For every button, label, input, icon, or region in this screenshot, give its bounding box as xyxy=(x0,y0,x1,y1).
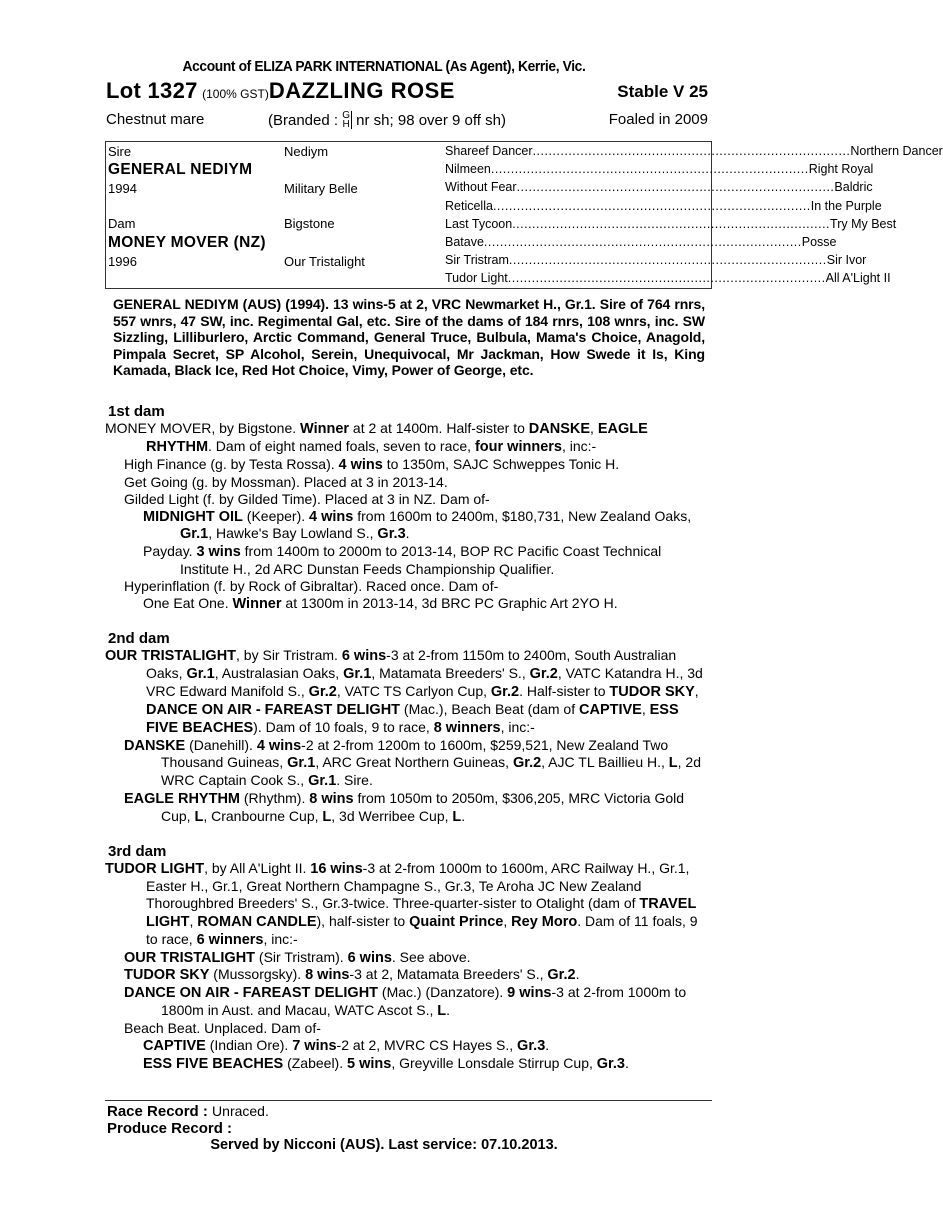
bold-text: four winners xyxy=(474,438,562,455)
text: -3 at 2-from 1000m to 1600m, ARC Railway H., Gr.1, Easter H., Gr.1, Great Northern Champagne S., Gr.3, Te Aroha JC New Zealand Thoroughbred Breeders' S., Gr.3-twice. Three-quarter-sister to Otalight (dam of xyxy=(146,860,690,911)
bold-text: Gr.2 xyxy=(547,967,576,984)
dam-name: MONEY MOVER (NZ) xyxy=(108,234,266,251)
bold-text: 4 wins xyxy=(338,456,383,473)
bold-text: MIDNIGHT OIL xyxy=(143,508,243,525)
bold-text: 6 wins xyxy=(341,647,387,664)
grandparent-sire: Posse xyxy=(801,235,837,249)
text: , Hawke's Bay Lowland S., xyxy=(208,525,378,542)
text: , xyxy=(641,700,650,717)
brand-description xyxy=(268,111,506,129)
pedigree-paragraph xyxy=(105,1055,709,1073)
bold-text: 4 wins xyxy=(256,737,302,754)
text: , VATC TS Carlyon Cup, xyxy=(336,682,491,699)
pedigree-paragraph xyxy=(105,595,709,613)
bold-text: Gr.3 xyxy=(596,1056,625,1072)
bold-text: 16 wins xyxy=(310,861,363,878)
race-record-label: Race Record : xyxy=(107,1103,213,1120)
gst-note: (100% GST) xyxy=(202,87,269,101)
bold-text: DANSKE xyxy=(124,737,186,754)
grandparent-dam: Nilmeen xyxy=(445,162,491,177)
text: ), half-sister to xyxy=(316,912,410,929)
text: -3 at 2-from 1000m to 1800m in Aust. and Macau, WATC Ascot S., xyxy=(161,984,687,1019)
bold-text: Gr.1 xyxy=(308,773,337,790)
text: , xyxy=(590,420,598,436)
text: , by Sir Tristram. xyxy=(236,646,342,663)
dam-section xyxy=(105,403,709,613)
bold-text: 4 wins xyxy=(309,508,354,525)
bold-text: 7 wins xyxy=(292,1038,337,1055)
dam-label: Dam xyxy=(108,216,136,231)
text: , Cranbourne Cup, xyxy=(203,808,323,825)
bold-text: Gr.3 xyxy=(377,526,406,543)
pedigree-table xyxy=(105,141,943,289)
grandparent-row xyxy=(445,144,943,158)
service-note: Served by Nicconi (AUS). Last service: 07.10.2013. xyxy=(210,1137,558,1153)
bold-text: TRAVEL LIGHT xyxy=(146,895,697,930)
vendor-account: Account of ELIZA PARK INTERNATIONAL (As Agent), Kerrie, Vic. xyxy=(182,58,586,75)
pedigree-paragraph xyxy=(105,1037,709,1055)
bold-text: 3 wins xyxy=(196,544,241,561)
sire-label: Sire xyxy=(108,144,132,159)
text: . Dam of 11 foals, 9 to race, xyxy=(146,912,698,947)
text: . xyxy=(545,1037,550,1054)
dot-leader: ................................................................................ xyxy=(490,162,809,177)
text: MONEY MOVER, by Bigstone. xyxy=(105,420,301,436)
text: , Greyville Lonsdale Stirrup Cup, xyxy=(391,1055,597,1071)
text: , xyxy=(503,912,512,929)
produce-record-label: Produce Record : xyxy=(107,1120,233,1137)
bold-text: TUDOR SKY xyxy=(124,967,210,984)
bold-text: OUR TRISTALIGHT xyxy=(105,647,237,664)
text: from 1600m to 2400m, $180,731, New Zealand Oaks, xyxy=(353,507,692,524)
pedigree-paragraph xyxy=(105,420,709,456)
text: Beach Beat. Unplaced. Dam of- xyxy=(124,1020,321,1037)
text: One Eat One. xyxy=(143,595,233,612)
bold-text: 6 winners xyxy=(196,931,264,948)
text: , AJC TL Baillieu H., xyxy=(541,754,669,771)
dam-section xyxy=(105,843,709,1073)
bold-text: Gr.2 xyxy=(308,683,337,700)
dam-dam: Our Tristalight xyxy=(284,254,365,269)
produce-record xyxy=(107,1120,232,1137)
dam-sections xyxy=(105,403,709,1073)
text: (Mussorgsky). xyxy=(209,966,306,983)
grandparent-row xyxy=(445,253,867,268)
text: -2 at 2, MVRC CS Hayes S., xyxy=(336,1037,518,1054)
grandparent-sire: Northern Dancer xyxy=(850,144,943,158)
brand-top: G xyxy=(342,110,350,121)
bold-text: Gr.1 xyxy=(180,526,209,543)
text: . Half-sister to xyxy=(519,682,610,699)
pedigree-paragraph xyxy=(105,474,709,491)
bold-text: DANCE ON AIR - FAREAST DELIGHT xyxy=(146,701,401,718)
sire-sire: Nediym xyxy=(284,144,329,159)
section-title: 2nd dam xyxy=(108,629,170,647)
bold-text: 8 wins xyxy=(309,791,354,808)
bold-text: Rey Moro xyxy=(511,913,578,930)
bold-text: DANCE ON AIR - FAREAST DELIGHT xyxy=(124,985,379,1002)
sire-name: GENERAL NEDIYM xyxy=(108,161,253,178)
bold-text: 5 wins xyxy=(347,1056,392,1072)
dam-section xyxy=(105,630,709,826)
text: (Indian Ore). xyxy=(205,1037,293,1054)
text: Hyperinflation (f. by Rock of Gibraltar). Raced once. Dam of- xyxy=(124,578,499,595)
grandparent-row xyxy=(445,216,897,231)
text: (Sir Tristram). xyxy=(255,948,348,965)
pedigree-paragraph xyxy=(105,966,709,984)
text: , Matamata Breeders' S., xyxy=(371,664,530,681)
bold-text: L xyxy=(668,755,678,772)
sire-dam: Military Belle xyxy=(284,181,358,196)
text: , ARC Great Northern Guineas, xyxy=(315,754,513,771)
dam-year: 1996 xyxy=(108,254,137,269)
dot-leader: ................................................................................ xyxy=(532,144,851,158)
bold-text: L xyxy=(437,1003,447,1020)
grandparent-sire: Baldric xyxy=(834,180,873,195)
bold-text: 8 winners xyxy=(433,719,501,736)
bold-text: L xyxy=(194,809,204,826)
text: . See above. xyxy=(391,948,471,965)
bold-text: Winner xyxy=(300,421,350,437)
text: High Finance (g. by Testa Rossa). xyxy=(124,455,339,472)
bold-text: Gr.2 xyxy=(529,665,558,682)
bold-text: Gr.1 xyxy=(343,665,372,682)
bold-text: TUDOR SKY xyxy=(609,683,695,700)
brand-mark xyxy=(342,111,352,129)
grandparent-row xyxy=(445,235,837,249)
bold-text: Gr.1 xyxy=(186,665,215,682)
text: , inc:- xyxy=(263,930,298,947)
colour-sex: Chestnut mare xyxy=(106,111,205,128)
pedigree-paragraph xyxy=(105,984,709,1020)
bold-text: CAPTIVE xyxy=(579,701,642,718)
text: (Rhythm). xyxy=(240,790,310,807)
bold-text: TUDOR LIGHT xyxy=(105,861,205,878)
bold-text: DANSKE xyxy=(528,421,591,437)
sire-summary: GENERAL NEDIYM (AUS) (1994). 13 wins-5 at 2, VRC Newmarket H., Gr.1. Sire of 764 rnrs, 557 wnrs, 47 SW, inc. Regimental Gal, etc. Sire of the dams of 184 rnrs, 108 wnrs, inc. SW Sizzling, Lilliburlero, Arctic Command, General Truce, Bulbula, Mama's Choice, Anagold, Pimpala Secret, SP Alcohol, Serein, Unequivocal, Mr Jackman, How Swede it Is, King Kamada, Black Ice, Red Hot Choice, Vimy, Power of George, etc. xyxy=(113,296,705,379)
text: . xyxy=(405,525,410,542)
text: . Dam of eight named foals, seven to race, xyxy=(208,437,475,454)
text: , xyxy=(694,682,699,699)
bold-text: L xyxy=(322,809,332,826)
text: at 1300m in 2013-14, 3d BRC PC Graphic Art 2YO H. xyxy=(281,595,618,612)
bold-text: Gr.1 xyxy=(287,755,316,772)
branded-suffix: nr sh; 98 over 9 off sh) xyxy=(352,112,506,129)
grandparent-row xyxy=(445,198,882,213)
pedigree-paragraph xyxy=(105,949,709,967)
race-record-value: Unraced. xyxy=(212,1103,269,1119)
pedigree-paragraph xyxy=(105,647,709,737)
grandparent-row xyxy=(445,180,873,195)
text: at 2 at 1400m. Half-sister to xyxy=(349,420,529,436)
grandparent-dam: Without Fear xyxy=(445,180,517,195)
dot-leader: ................................................................................ xyxy=(492,198,811,213)
grandparent-row xyxy=(445,162,874,177)
pedigree-paragraph xyxy=(105,737,709,791)
text: , inc:- xyxy=(500,718,535,735)
text: . xyxy=(446,1002,450,1019)
section-title: 1st dam xyxy=(108,403,165,420)
dot-leader: ................................................................................ xyxy=(483,235,802,249)
race-record xyxy=(107,1103,269,1120)
grandparent-sire: Try My Best xyxy=(830,216,897,231)
text: . xyxy=(461,808,466,825)
dam-sire: Bigstone xyxy=(284,216,335,231)
stable-location: Stable V 25 xyxy=(617,82,708,101)
pedigree-paragraph xyxy=(105,491,709,508)
text: Payday. xyxy=(143,543,197,560)
bold-text: Gr.2 xyxy=(490,683,520,700)
bold-text: Gr.2 xyxy=(512,755,542,772)
text: , by All A'Light II. xyxy=(204,860,311,877)
text: (Mac.) (Danzatore). xyxy=(378,984,508,1001)
text: (Keeper). xyxy=(242,507,310,524)
dot-leader: ................................................................................ xyxy=(516,180,835,195)
text: -3 at 2-from 1150m to 2400m, South Australian Oaks, xyxy=(146,646,677,681)
bold-text: Gr.3 xyxy=(517,1038,546,1055)
text: , xyxy=(189,912,198,929)
grandparent-sire: Right Royal xyxy=(808,162,874,177)
text: -3 at 2, Matamata Breeders' S., xyxy=(349,966,548,983)
section-title: 3rd dam xyxy=(108,843,167,861)
foaled-year: Foaled in 2009 xyxy=(608,111,708,128)
text: Get Going (g. by Mossman). Placed at 3 in 2013-14. xyxy=(124,473,448,490)
bold-text: ESS FIVE BEACHES xyxy=(143,1056,284,1072)
text: (Danehill). xyxy=(185,736,257,753)
bold-text: CAPTIVE xyxy=(143,1038,206,1055)
text: , inc:- xyxy=(561,437,597,454)
text: ). Dam of 10 foals, 9 to race, xyxy=(253,718,434,735)
bold-text: ROMAN CANDLE xyxy=(197,913,317,930)
text: (Mac.), Beach Beat (dam of xyxy=(400,700,579,717)
brand-bottom: H xyxy=(342,119,350,130)
pedigree-paragraph xyxy=(105,790,709,826)
grandparent-dam: Batave xyxy=(445,235,484,249)
grandparent-dam: Reticella xyxy=(445,198,493,213)
text: Gilded Light (f. by Gilded Time). Placed at 3 in NZ. Dam of- xyxy=(124,490,490,507)
text: from 1400m to 2000m to 2013-14, BOP RC Pacific Coast Technical Institute H., 2d ARC Dunstan Feeds Championship Qualifier. xyxy=(180,543,662,578)
dot-leader: ................................................................................ xyxy=(512,216,831,231)
grandparent-sire: Sir Ivor xyxy=(826,253,867,268)
text: -2 at 2-from 1200m to 1600m, $259,521, New Zealand Two Thousand Guineas, xyxy=(161,736,669,771)
text: , 2d WRC Captain Cook S., xyxy=(161,754,701,789)
text: from 1050m to 2050m, $306,205, MRC Victoria Gold Cup, xyxy=(161,790,685,825)
divider xyxy=(105,1100,712,1101)
text: . Sire. xyxy=(336,772,373,789)
grandparent-dam: Tudor Light xyxy=(445,271,508,286)
bold-text: OUR TRISTALIGHT xyxy=(124,949,256,966)
text: to 1350m, SAJC Schweppes Tonic H. xyxy=(382,455,620,472)
text: , Australasian Oaks, xyxy=(214,664,344,681)
pedigree-paragraph xyxy=(105,508,709,544)
grandparent-dam: Shareef Dancer xyxy=(445,144,533,158)
branded-prefix: (Branded : xyxy=(268,112,343,129)
bold-text: 9 wins xyxy=(507,985,552,1002)
grandparent-sire: In the Purple xyxy=(810,198,882,213)
grandparent-dam: Last Tycoon xyxy=(445,216,513,231)
lot-number: Lot 1327 xyxy=(106,78,198,103)
bold-text: Quaint Prince xyxy=(409,913,504,930)
pedigree-paragraph xyxy=(105,456,709,474)
bold-text: L xyxy=(452,809,462,826)
pedigree-paragraph xyxy=(105,543,709,578)
pedigree-paragraph xyxy=(105,578,709,595)
bold-text: EAGLE RHYTHM xyxy=(146,421,648,455)
lot-header xyxy=(106,78,708,104)
pedigree-paragraph xyxy=(105,1020,709,1037)
bold-text: Winner xyxy=(232,596,282,613)
text: (Zabeel). xyxy=(283,1055,348,1071)
bold-text: 6 wins xyxy=(347,949,392,966)
pedigree-paragraph xyxy=(105,860,709,949)
grandparent-sire: All A'Light II xyxy=(825,271,891,286)
text: , VATC Katandra H., 3d VRC Edward Manifold S., xyxy=(146,664,703,699)
text: . xyxy=(625,1055,629,1071)
text: . xyxy=(575,966,580,983)
horse-name: DAZZLING ROSE xyxy=(268,78,455,103)
text: , 3d Werribee Cup, xyxy=(331,808,453,825)
bold-text: ESS FIVE BEACHES xyxy=(146,701,679,736)
dot-leader: ................................................................................ xyxy=(508,253,827,268)
grandparent-row xyxy=(445,271,891,286)
bold-text: EAGLE RHYTHM xyxy=(124,791,240,808)
sire-year: 1994 xyxy=(108,181,137,196)
bold-text: 8 wins xyxy=(305,967,350,984)
dot-leader: ................................................................................ xyxy=(507,271,826,286)
grandparent-dam: Sir Tristram xyxy=(445,253,509,268)
